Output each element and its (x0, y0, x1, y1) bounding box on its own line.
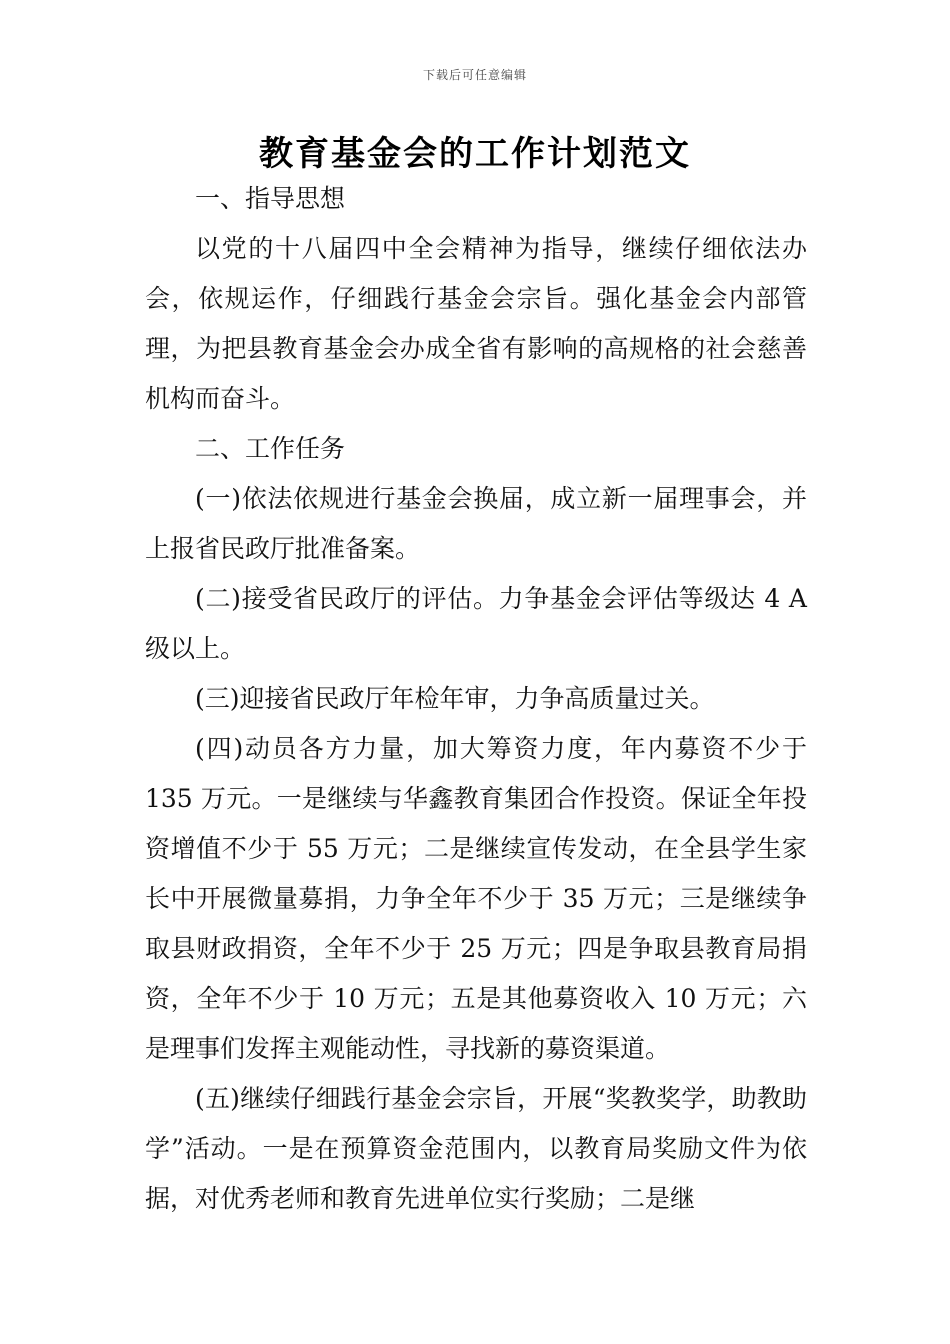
paragraph-task-5: (五)继续仔细践行基金会宗旨，开展“奖教奖学，助教助学”活动。一是在预算资金范围内，以教育局奖励文件为依据，对优秀老师和教育先进单位实行奖励；二是继 (145, 1084, 807, 1213)
paragraph-task-2: (二)接受省民政厅的评估。力争基金会评估等级达 4 A 级以上。 (145, 584, 807, 663)
header-note: 下载后可任意编辑 (422, 68, 527, 82)
document-body (145, 174, 807, 1224)
paragraph-guiding-thought: 以党的十八届四中全会精神为指导，继续仔细依法办会，依规运作，仔细践行基金会宗旨。强化基金会内部管理，为把县教育基金会办成全省有影响的高规格的社会慈善机构而奋斗。 (145, 234, 807, 413)
section-heading-work-tasks: 二、工作任务 (195, 434, 346, 463)
paragraph-task-1: (一)依法依规进行基金会换届，成立新一届理事会，并上报省民政厅批准备案。 (145, 484, 807, 563)
paragraph-task-3: (三)迎接省民政厅年检年审，力争高质量过关。 (195, 684, 715, 713)
paragraph-task-4: (四)动员各方力量，加大筹资力度，年内募资不少于135 万元。一是继续与华鑫教育集团合作投资。保证全年投资增值不少于 55 万元；二是继续宣传发动，在全县学生家长中开展微量募捐，力争全年不少于 35 万元；三是继续争取县财政捐资，全年不少于 25 万元；四是争取县教育局捐资，全年不少于 10 万元；五是其他募资收入 10 万元；六是理事们发挥主观能动性，寻找新的募资渠道。 (145, 734, 807, 1063)
section-heading-guiding-thought: 一、指导思想 (195, 184, 346, 213)
document-title: 教育基金会的工作计划范文 (259, 134, 691, 174)
